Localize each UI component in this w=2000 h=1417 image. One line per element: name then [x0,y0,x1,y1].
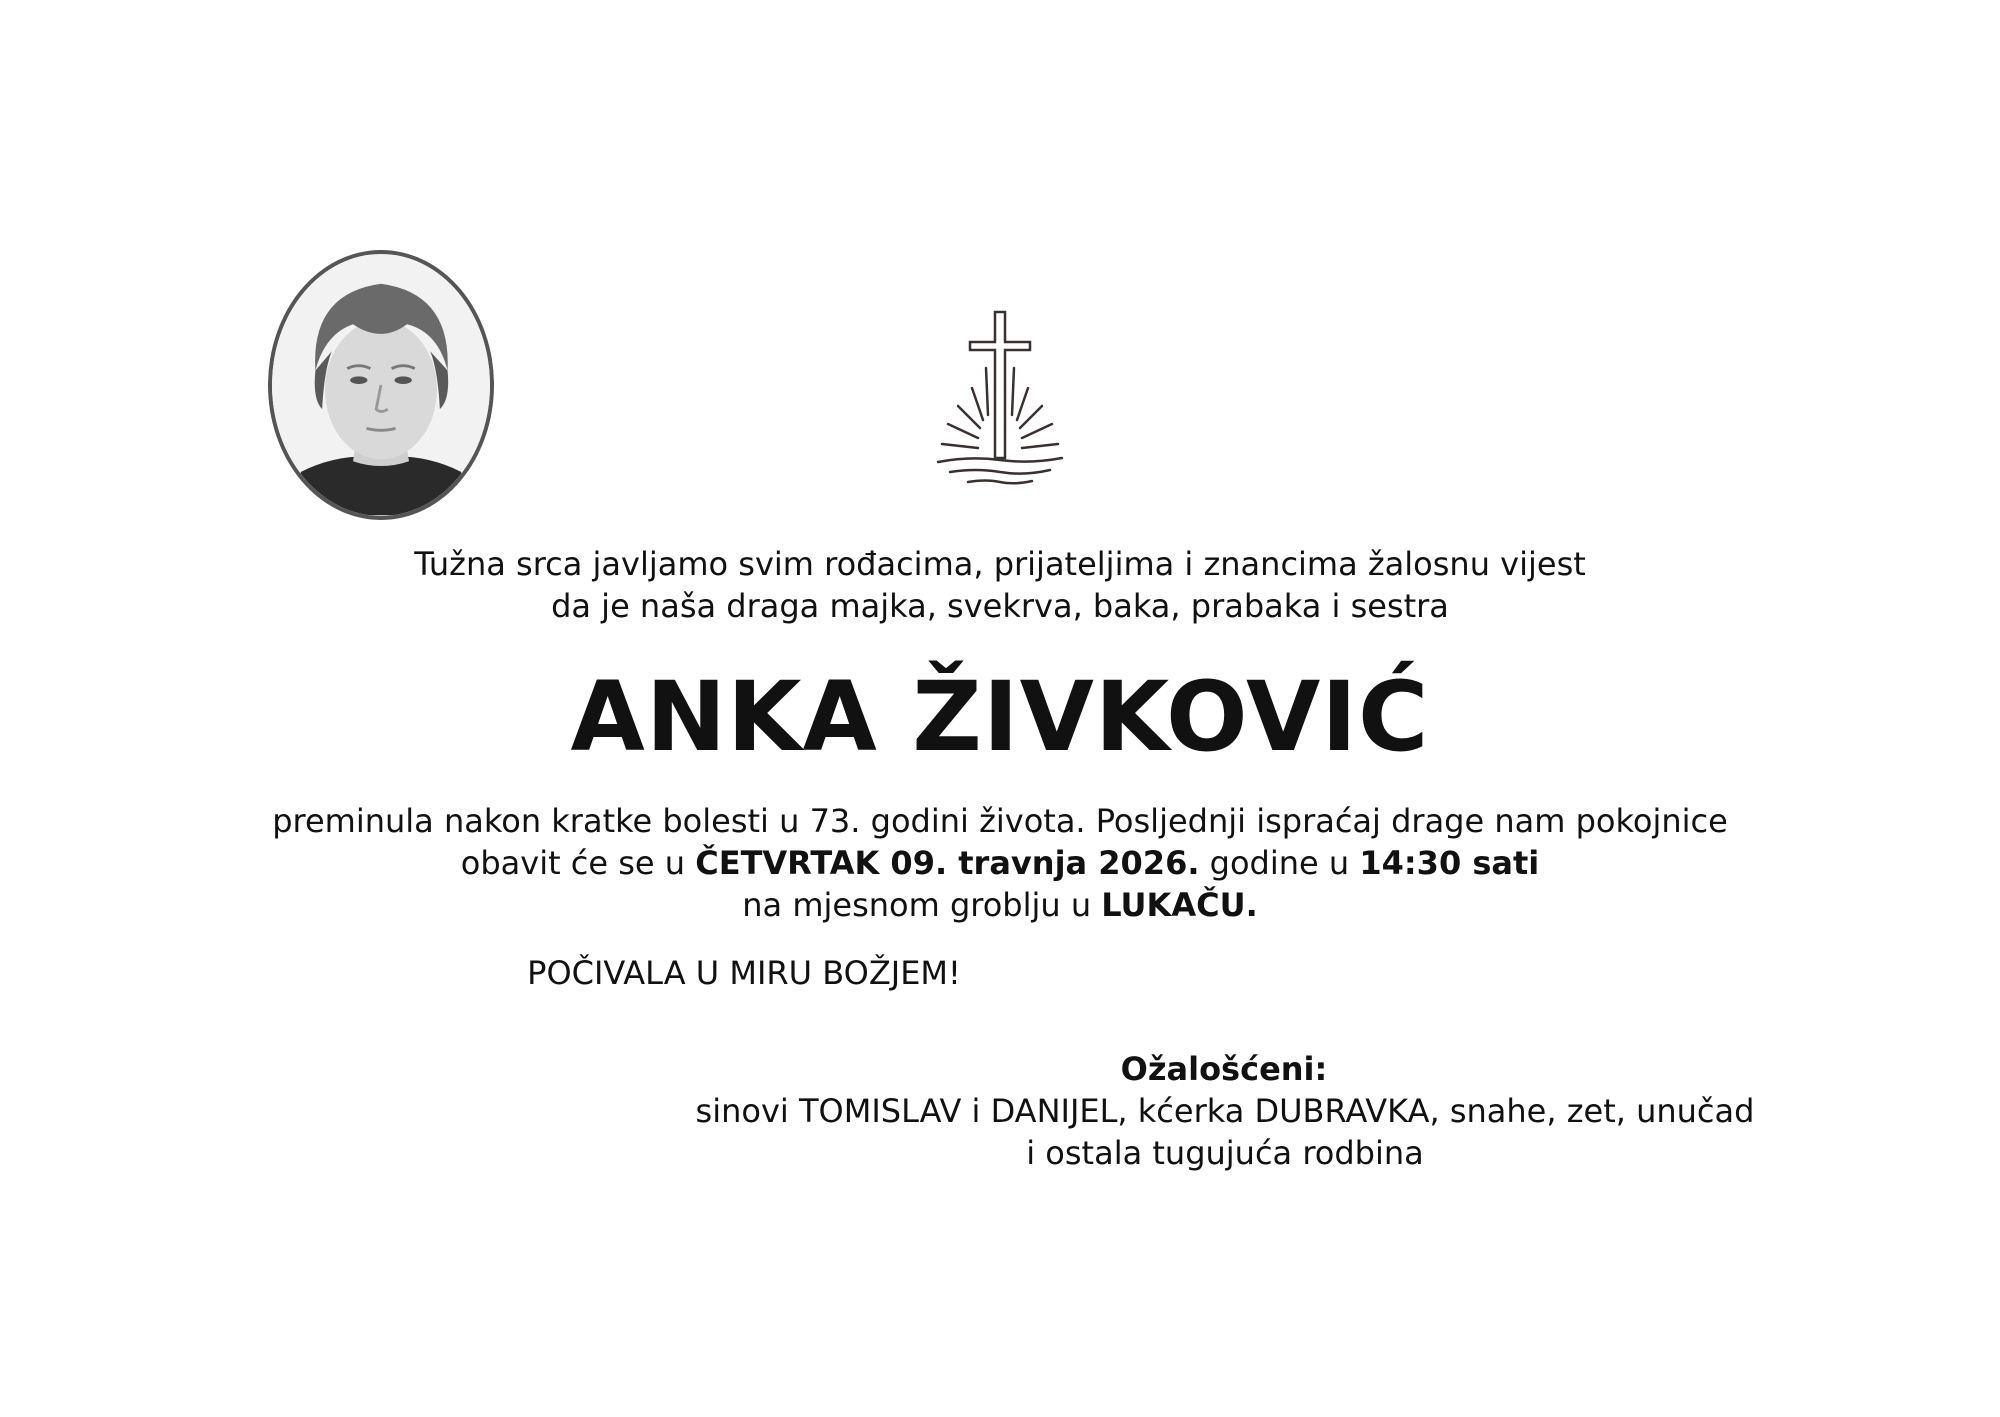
details-line-2-prefix: obavit će se u [460,844,696,882]
details-line-2 [0,842,2000,884]
details-line-2-middle: godine u [1199,844,1360,882]
funeral-place: LUKAČU. [1101,886,1258,924]
details-line-3-prefix: na mjesnom groblju u [742,886,1102,924]
intro-line-2: da je naša draga majka, svekrva, baka, prabaka i sestra [551,587,1449,625]
mourners-line-2: i ostala tugujuća rodbina [1026,1134,1424,1172]
mourners-line-1: sinovi TOMISLAV i DANIJEL, kćerka DUBRAVKA, snahe, zet, unučad [695,1092,1755,1130]
funeral-date: ČETVRTAK 09. travnja 2026. [695,844,1200,882]
mourners-title: Ožalošćeni: [1120,1050,1328,1088]
intro-line-1: Tužna srca javljamo svim rođacima, prijateljima i znancima žalosnu vijest [414,545,1586,583]
deceased-name: ANKA ŽIVKOVIĆ [570,661,1430,773]
funeral-time: 14:30 sati [1359,844,1540,882]
blessing: POČIVALA U MIRU BOŽJEM! [527,954,961,992]
details-line-3 [0,884,2000,926]
details-line-1: preminula nakon kratke bolesti u 73. godini života. Posljednji ispraćaj drage nam pokojnice [272,802,1728,840]
portrait-photo [268,250,494,520]
cross-sunrise-icon [936,310,1064,490]
